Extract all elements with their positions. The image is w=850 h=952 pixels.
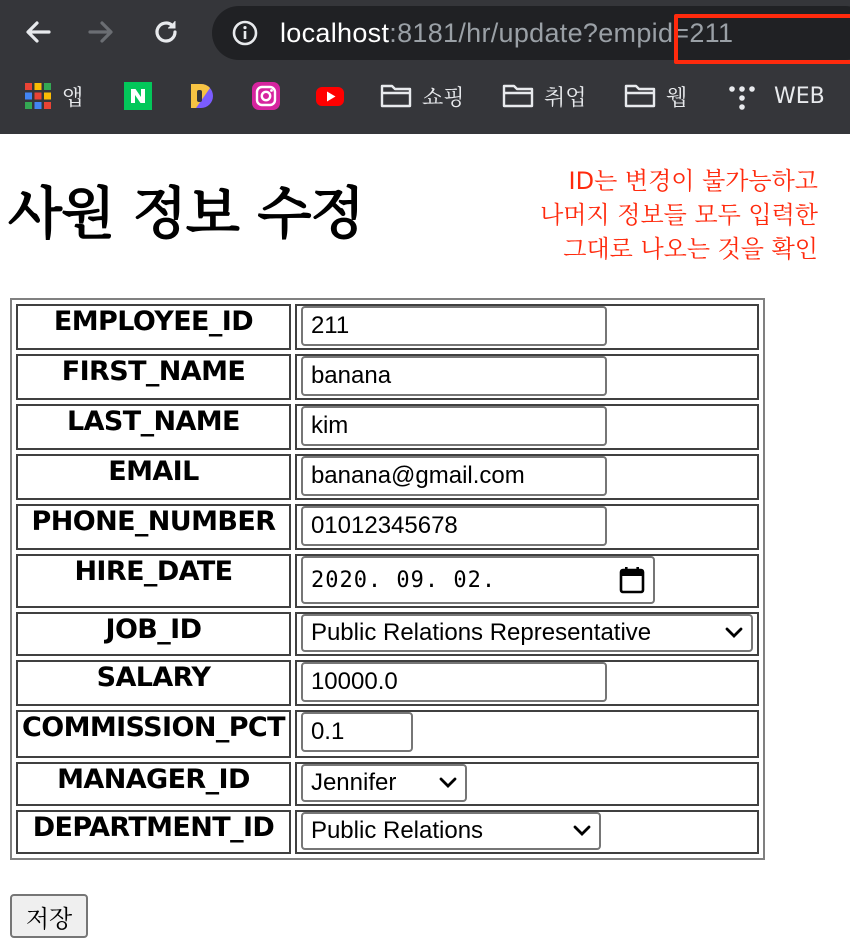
label-employee-id: EMPLOYEE_ID bbox=[16, 304, 291, 350]
form-row bbox=[16, 304, 759, 350]
form-row bbox=[16, 354, 759, 400]
annotation-line: 그대로 나오는 것을 확인 bbox=[563, 235, 818, 263]
chevron-down-icon bbox=[725, 627, 743, 639]
bookmarks-bar bbox=[0, 70, 850, 122]
label-job-id: JOB_ID bbox=[16, 612, 291, 656]
form-row bbox=[16, 504, 759, 550]
bookmark-youtube[interactable] bbox=[316, 80, 344, 112]
salary-input[interactable]: 10000.0 bbox=[301, 662, 607, 702]
form-row bbox=[16, 762, 759, 806]
bookmark-label: WEB bbox=[774, 83, 825, 109]
form-row bbox=[16, 710, 759, 758]
forward-arrow-icon[interactable] bbox=[83, 14, 119, 50]
back-arrow-icon[interactable] bbox=[20, 14, 56, 50]
annotation-line: 나머지 정보들 모두 입력한 bbox=[540, 201, 818, 229]
form-row bbox=[16, 612, 759, 656]
annotation-line: ID는 변경이 불가능하고 bbox=[568, 167, 818, 195]
youtube-icon bbox=[316, 82, 344, 110]
address-bar[interactable] bbox=[212, 6, 850, 60]
bookmark-folder-shopping[interactable] bbox=[380, 80, 465, 112]
form-row bbox=[16, 404, 759, 450]
employee-form-table bbox=[10, 298, 765, 860]
dots-icon bbox=[728, 82, 756, 110]
browser-toolbar bbox=[0, 0, 850, 66]
form-row bbox=[16, 454, 759, 500]
label-salary: SALARY bbox=[16, 660, 291, 706]
folder-icon bbox=[624, 84, 656, 108]
d-logo-icon bbox=[188, 82, 216, 110]
browser-chrome bbox=[0, 0, 850, 134]
label-commission-pct: COMMISSION_PCT bbox=[16, 710, 291, 758]
last-name-input[interactable]: kim bbox=[301, 406, 607, 446]
form-row bbox=[16, 554, 759, 608]
bookmark-label: 앱 bbox=[62, 85, 84, 111]
folder-icon bbox=[502, 84, 534, 108]
calendar-icon[interactable] bbox=[619, 566, 645, 594]
page-title: 사원 정보 수정 bbox=[8, 182, 364, 247]
folder-icon bbox=[380, 84, 412, 108]
bookmark-naver[interactable] bbox=[124, 80, 152, 112]
chevron-down-icon bbox=[439, 777, 457, 789]
department-id-select[interactable]: Public Relations bbox=[301, 812, 601, 850]
label-last-name: LAST_NAME bbox=[16, 404, 291, 450]
url-text[interactable]: localhost:8181/hr/update?empid=211 bbox=[280, 18, 734, 48]
apps-grid-icon bbox=[24, 82, 52, 110]
form-row bbox=[16, 810, 759, 854]
phone-number-input[interactable]: 01012345678 bbox=[301, 506, 607, 546]
bookmark-folder-web-kr[interactable] bbox=[624, 80, 687, 112]
label-phone-number: PHONE_NUMBER bbox=[16, 504, 291, 550]
url-highlight-box bbox=[674, 14, 850, 64]
hire-date-input[interactable]: 2020. 09. 02. bbox=[301, 556, 655, 604]
bookmark-d[interactable] bbox=[188, 80, 216, 112]
chevron-down-icon bbox=[573, 825, 591, 837]
instagram-icon bbox=[252, 82, 280, 110]
label-department-id: DEPARTMENT_ID bbox=[16, 810, 291, 854]
bookmark-apps[interactable] bbox=[24, 80, 83, 112]
bookmark-label: 취업 bbox=[544, 85, 587, 111]
bookmark-folder-jobs[interactable] bbox=[502, 80, 587, 112]
label-first-name: FIRST_NAME bbox=[16, 354, 291, 400]
first-name-input[interactable]: banana bbox=[301, 356, 607, 396]
save-button[interactable]: 저장 bbox=[10, 894, 88, 938]
bookmark-label: 쇼핑 bbox=[422, 85, 465, 111]
commission-pct-input[interactable]: 0.1 bbox=[301, 712, 413, 752]
info-icon[interactable] bbox=[232, 20, 258, 46]
manager-id-select[interactable]: Jennifer bbox=[301, 764, 467, 802]
annotation-note bbox=[498, 164, 818, 266]
naver-icon bbox=[124, 82, 152, 110]
bookmark-web[interactable] bbox=[728, 80, 825, 112]
employee-id-input[interactable]: 211 bbox=[301, 306, 607, 346]
bookmark-instagram[interactable] bbox=[252, 80, 280, 112]
email-input[interactable]: banana@gmail.com bbox=[301, 456, 607, 496]
form-row bbox=[16, 660, 759, 706]
label-hire-date: HIRE_DATE bbox=[16, 554, 291, 608]
label-email: EMAIL bbox=[16, 454, 291, 500]
bookmark-label: 웹 bbox=[666, 85, 688, 111]
reload-icon[interactable] bbox=[148, 14, 184, 50]
job-id-select[interactable]: Public Relations Representative bbox=[301, 614, 753, 652]
label-manager-id: MANAGER_ID bbox=[16, 762, 291, 806]
